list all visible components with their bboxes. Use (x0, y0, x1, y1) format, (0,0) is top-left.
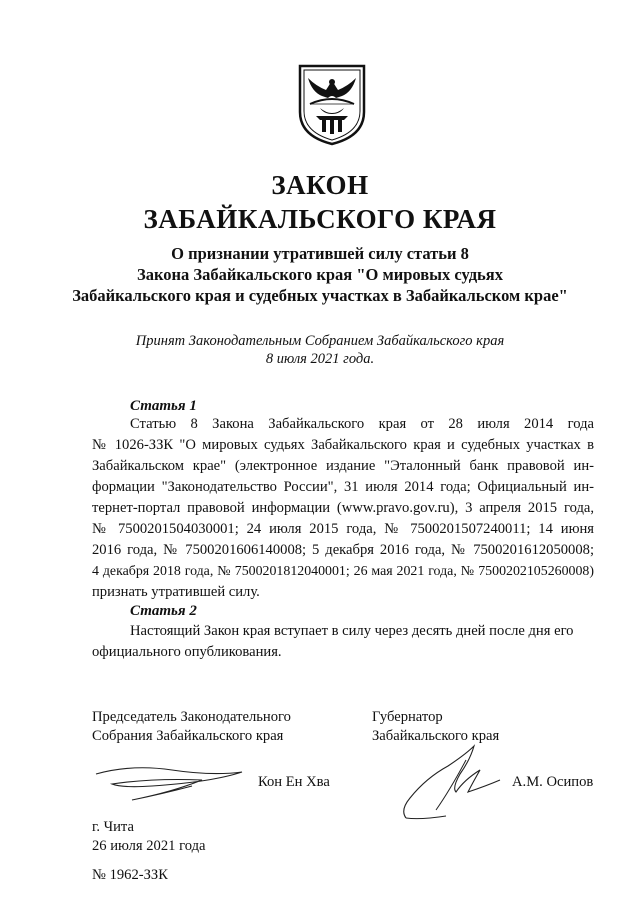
article-1-text (92, 414, 594, 603)
document-title: ЗАКОН (271, 170, 369, 200)
article-line: признать утратившей силу. (92, 584, 260, 600)
article-line: официального опубликования. (92, 644, 282, 660)
signatory-right-name: А.М. Осипов (512, 774, 594, 790)
signatory-left-name: Кон Ен Хва (258, 774, 330, 790)
law-number: № 1962-ЗЗК (92, 867, 168, 883)
document-title-region: ЗАБАЙКАЛЬСКОГО КРАЯ (143, 204, 497, 234)
article-line: 2016 года, № 7500201606140008; 5 декабря 2016 года, № 7500201612050008; (92, 542, 594, 558)
signatory-title-line: Губернатор (372, 709, 443, 725)
signatory-left-title (92, 708, 291, 746)
signatory-title-line: Забайкальского края (372, 728, 500, 744)
article-line: № 7500201504030001; 24 июля 2015 года, № 7500201507240011; 14 июня (92, 521, 594, 537)
article-line: 4 декабря 2018 года, № 7500201812040001; 26 мая 2021 года, № 7500202105260008) (92, 564, 594, 579)
signatory-title-line: Председатель Законодательного (92, 709, 291, 725)
article-line: Забайкальском крае" (электронное издание "Эталонный банк правовой ин- (92, 458, 594, 474)
signature-right (396, 740, 506, 828)
adoption-note (60, 332, 580, 368)
adoption-date: 8 июля 2021 года. (265, 351, 375, 367)
document-subtitle (60, 243, 580, 306)
signatory-title-line: Собрания Забайкальского края (92, 728, 284, 744)
subtitle-line: О признании утратившей силу статьи 8 (171, 244, 469, 263)
article-line: тернет-портал правовой информации (www.pravo.gov.ru), 3 апреля 2015 года, (92, 500, 594, 516)
article-line: Настоящий Закон края вступает в силу через десять дней после дня его (130, 623, 574, 639)
place-and-date (92, 818, 205, 856)
subtitle-line: Забайкальского края и судебных участках в Забайкальском крае" (72, 286, 568, 305)
signing-date: 26 июля 2021 года (92, 838, 206, 854)
city: г. Чита (92, 819, 134, 835)
article-2-heading: Статья 2 (130, 603, 197, 619)
article-2-text (92, 621, 594, 663)
article-1-heading: Статья 1 (130, 398, 197, 414)
adoption-line: Принят Законодательным Собранием Забайкальского края (135, 333, 505, 349)
article-line: № 1026-ЗЗК "О мировых судьях Забайкальского края и судебных участках в (92, 437, 594, 453)
article-line: Статью 8 Закона Забайкальского края от 28 июля 2014 года (130, 416, 594, 432)
coat-of-arms-icon (296, 64, 368, 146)
signature-left (92, 756, 252, 806)
article-line: формации "Законодательство России", 31 июля 2014 года; Официальный ин- (92, 479, 594, 495)
subtitle-line: Закона Забайкальского края "О мировых судьях (137, 265, 503, 284)
